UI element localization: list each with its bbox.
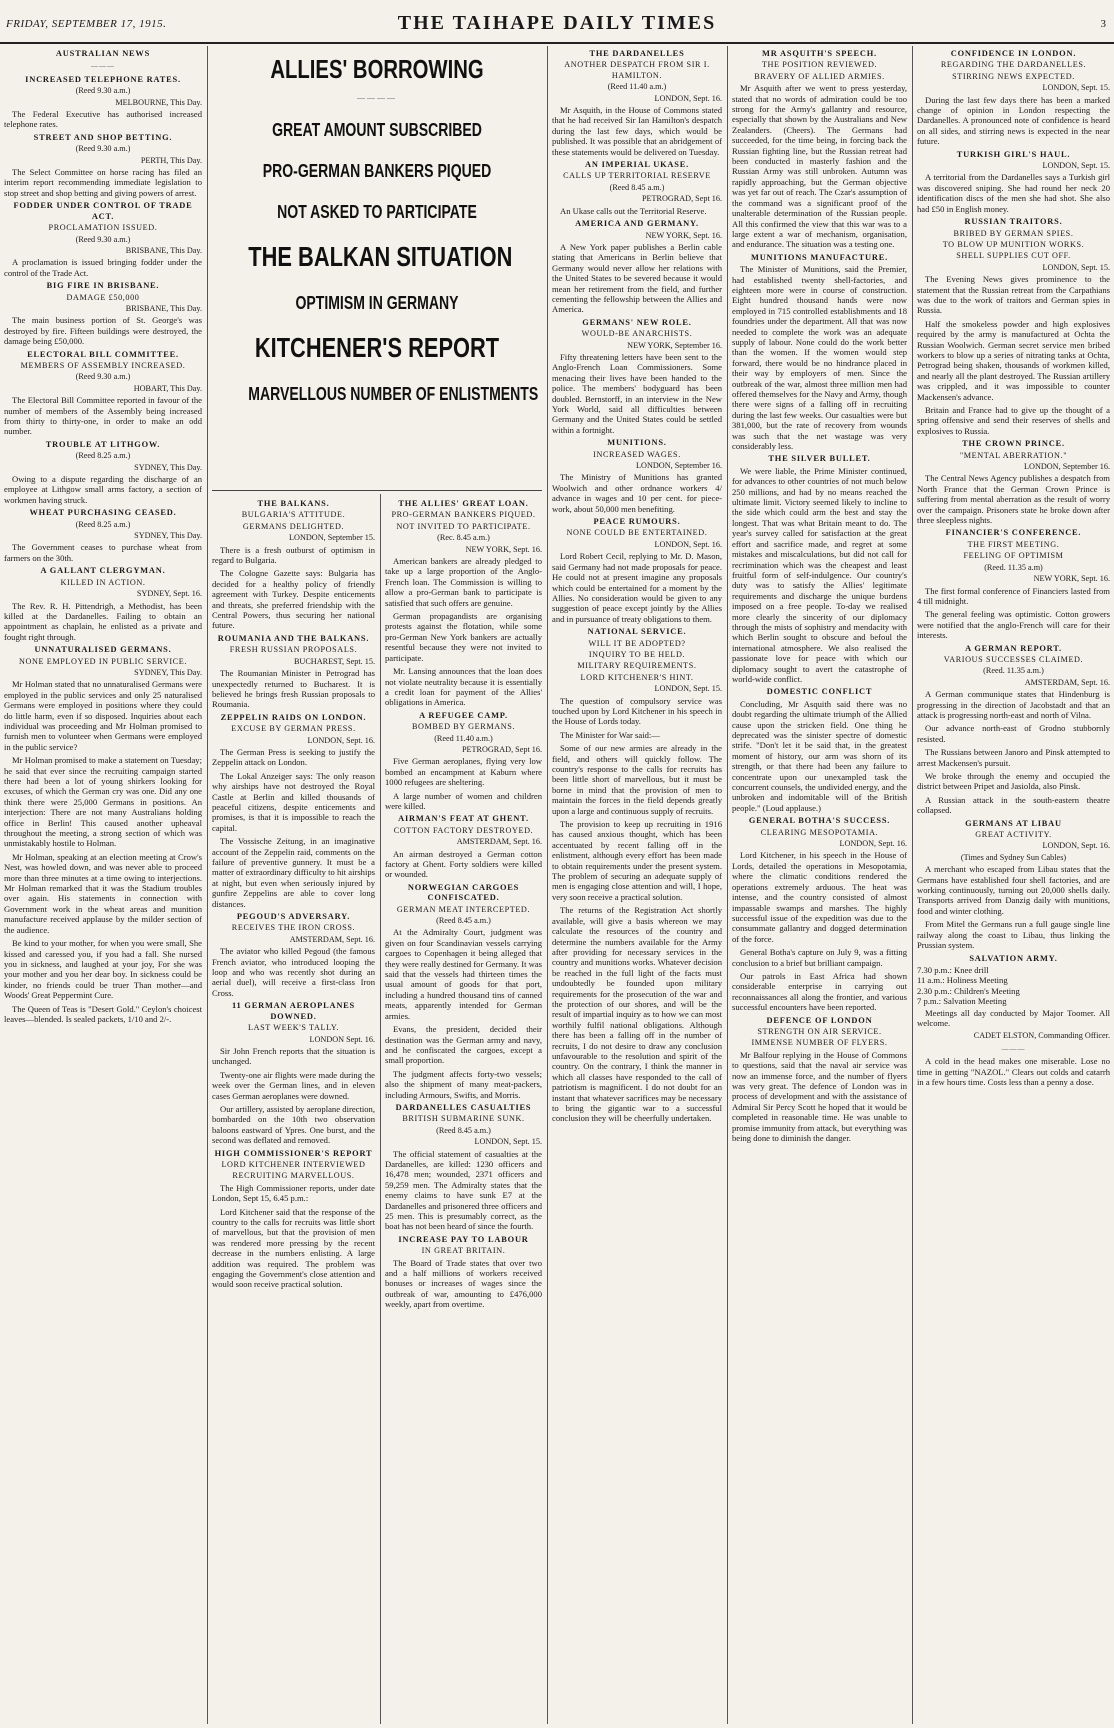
- article-heading: CONFIDENCE IN LONDON.: [950, 49, 1077, 58]
- column-rule: [912, 46, 913, 1724]
- article-heading: THE ALLIES' GREAT LOAN.: [398, 499, 529, 508]
- headline-line: NOT ASKED TO PARTICIPATE: [277, 202, 477, 222]
- article-heading: ELECTORAL BILL COMMITTEE.: [27, 349, 179, 359]
- article-heading: DARDANELLES CASUALTIES: [395, 1102, 532, 1112]
- article-heading: SALVATION ARMY.: [969, 953, 1058, 963]
- section-heading: AUSTRALIAN NEWS: [55, 49, 151, 58]
- article-heading: GENERAL BOTHA'S SUCCESS.: [748, 816, 891, 826]
- headline-line: GREAT AMOUNT SUBSCRIBED: [272, 120, 482, 140]
- column-rule: [380, 494, 381, 1724]
- advertisement: A cold in the head makes one miserable. Lose no time in getting "NAZOL." Clears out colds and catarrh in a few hours time. Costs less than a penny a dose.: [917, 1056, 1110, 1087]
- article-heading: UNNATURALISED GERMANS.: [34, 645, 172, 655]
- article-heading: THE SILVER BULLET.: [768, 454, 871, 464]
- article-heading: A GALLANT CLERGYMAN.: [40, 566, 166, 576]
- headline-line: KITCHENER'S REPORT: [254, 332, 500, 363]
- article-heading: THE CROWN PRINCE.: [962, 439, 1065, 449]
- article-heading: WHEAT PURCHASING CEASED.: [29, 508, 177, 518]
- column-asquith-speech: MR ASQUITH'S SPEECH. THE POSITION REVIEWED. BRAVERY OF ALLIED ARMIES. Mr Asquith after we went to press yesterday, stated that no words of admiration could be too strong for the Army's gallantry and resource, especially that shown by the Australians and New Zealanders. (Cheers). The Germans had succeeded, for the time being, in forcing back the Russian fighting line, but the Russian retreat had been conducted in masterly fashion and the Russian Army was still unbroken. Autumn was rapidly approaching, but the German objective was yet far out of reach. The Czar's assumption of the command was a significant proof of the unalterable determination of the Russian people. All this confirmed the view that this war was to a large extent a war of mechanism, organisation, and endurance. The situation was a testing one. MUNITIONS MANUFACTURE. The Minister of Munitions, said the Premier, had established twenty shell-factories, and eighteen more were in course of construction. Eight hundred thousand hands were now employed in 715 controlled establishments and 18 foundries under the department. All that was now needed to complete the work was an adequate supply of labour. None could do the work better than the women. If the women would step forward, there would be no hindrance placed in their way by employers of men. Since the outbreak of the war, almost three million men had offered themselves for the Navy and Army, though there were signs of a falling off in recruiting during the last few weeks. Our casualties were but 381,000, but the rate of recovery from wounds was such that the net wastage was very considerably less. THE SILVER BULLET. We were liable, the Prime Minister continued, for advances to other countries of not much below 250 millions, and had by no means reached the ultimate limit. Victory seemed likely to incline to the side which could arm the best and stay the longest. That was what Britain meant to do. The year's survey called for satisfaction at the great effort and sacrifice made, and regret at some mistakes and miscalculations, but did not call for recrimination which was the cheapest and least fruitful form of self-indulgence. Our country's duty was to satisfy the Allies' legitimate requirements and discharge the unique burdens imposed on a free people. To-day we realised more clearly the sincerity of our diplomacy through the mists of sophistry and mendacity with which Berlin sought to obscure and befoul the international atmosphere. We also realised the passionate love for peace with which our diplomacy sought to avert the catastrophe of world-wide conflict. DOMESTIC CONFLICT Concluding, Mr Asquith said there was no doubt regarding the ultimate triumph of the Allied cause upon the stricken field. One thing he deprecated was the sinister spectre of domestic strife. "Don't let it be said that, in the greatest moment of history, our arm was shorn of its strength, or that there had been any failure to concentrate upon our unexampled task the concurrent counsels, the undivided energy, and the unbroken and indomitable will of the British people." (Loud applause.) GENERAL BOTHA'S SUCCESS. CLEARING MESOPOTAMIA. LONDON, Sept. 16. Lord Kitchener, in his speech in the House of Lords, detailed the operations in Mesopotamia, where the climatic conditions rendered the operations extremely arduous. The heat was intense, and the country consisted of almost impassable swamps and marshes. The highly successful issue of the expedition was due to the consummate gallantry and dogged determination of the force. General Botha's capture on July 9, was a fitting conclusion to a brief but brilliant campaign. Our patrols in East Africa had shown considerable enterprise in carrying out reconnaissances all along the frontier, and various successful encounters have been reported. DEFENCE OF LONDON STRENGTH ON AIR SERVICE. IMMENSE NUMBER OF FLYERS. Mr Balfour replying in the House of Commons to questions, said that the naval air service was now an immense force, and the number of flyers was very great. The defence of London was in process of development and with the assistance of Admiral Sir Percy Scott he hoped that it would be completed in reasonable time. He was unable to promise immunity from attack, but everything was being done to diminish the danger.: [732, 49, 907, 1144]
- column-dardanelles: THE DARDANELLES ANOTHER DESPATCH FROM SIR I. HAMILTON. (Reed 11.40 a.m.) LONDON, Sept. 16. Mr Asquith, in the House of Commons stated that he had received Sir Ian Hamilton's despatch during the last few days, which would be published. It was possible that an abridgement of these statements would be delivered on Tuesday. AN IMPERIAL UKASE. CALLS UP TERRITORIAL RESERVE (Reed 8.45 a.m.) PETROGRAD, Sept 16. An Ukase calls out the Territorial Reserve. AMERICA AND GERMANY. NEW YORK, Sept. 16. A New York paper publishes a Berlin cable stating that Americans in Berlin believe that Germany would never allow her relations with the United States to be severed because it would mean her retirement from the field, and further cementing the fellowship between the Allies and America. GERMANS' NEW ROLE. WOULD-BE ANARCHISTS. NEW YORK, September 16. Fifty threatening letters have been sent to the Anglo-French Loan Commissioners. Some menacing their lives have been handed to the police. The members' bodyguard has been doubled. Bernstorff, in an interview in the New York World, said all difficulties between Germany and the United States could be settled within a fortnight. MUNITIONS. INCREASED WAGES. LONDON, September 16. The Ministry of Munitions has granted Woolwich and other ordnance workers 4/ advance in wages and 10 per cent. for piece-work, about 50,000 men benefiting. PEACE RUMOURS. NONE COULD BE ENTERTAINED. LONDON, Sept. 16. Lord Robert Cecil, replying to Mr. D. Mason, said Germany had not made proposals for peace. He could not at present imagine any proposals which could be entertained for a moment by the Allies. No consideration would be given to any suggestion of peace except jointly by the Allies and in pursuance of treaty obligations to them. NATIONAL SERVICE. WILL IT BE ADOPTED? INQUIRY TO BE HELD. MILITARY REQUIREMENTS. LORD KITCHENER'S HINT. LONDON, Sept. 15. The question of compulsory service was touched upon by Lord Kitchener in his speech in the House of Lords today. The Minister for War said:— Some of our new armies are already in the field, and others will quickly follow. The country's response to the calls for recruits has been little short of marvellous, but it must be borne in mind that the provision of men to maintain the forces in the field depends greatly upon a large and continuous supply of recruits. The provision to keep up recruiting in 1916 has caused anxious thought, which has been accentuated by recent falling off in the enlistment, although every effort has been made to obtain requirements under the present system. The problem of securing an adequate supply of men is engaging close attention and will, I hope, very soon receive a practical solution. The returns of the Registration Act shortly available, will give a basis whereon we may calculate the resources of the country and determine the numbers available for the Army after providing for necessary services in the country and munitions works. Whatever decision be reached in the full light of the facts must undoubtedly be founded upon military requirements for the prosecution of the war and the protection of our shores, and will be the result of impartial inquiry as to how we can most worthily fulfil national obligations. Although there has been a falling off in the number of recruits, I do not desire to draw any conclusion unfavourable to the resolution and spirit of the country. On the contrary, I think the manner in which all classes have responded to the call of patriotism is magnificent. I do not doubt for an instant that whatever sacrifices may be necessary to bring the gigantic war to a successful conclusion they will be cheerfully undertaken.: [552, 49, 722, 1124]
- article-heading: INCREASE PAY TO LABOUR: [398, 1234, 529, 1244]
- headline-deck: ALLIES' BORROWING ———— GREAT AMOUNT SUBSCRIBED PRO-GERMAN BANKERS PIQUED NOT ASKED TO PARTICIPATE THE BALKAN SITUATION OPTIMISM IN GERMANY KITCHENER'S REPORT MARVELLOUS NUMBER OF ENLISTMENTS: [248, 54, 539, 404]
- article-heading: FINANCIER'S CONFERENCE.: [945, 528, 1082, 538]
- advertisement: Be kind to your mother, for when you were small, She kissed and caressed you, if you had a fall. She nursed you in sickness, and laughed at your joy, For she was your mother and you her dear boy. In sickness could be kinder, no friends could be truer Than mother—and Woods' Great Peppermint Cure.: [4, 938, 202, 1001]
- article-heading: AIRMAN'S FEAT AT GHENT.: [398, 814, 529, 824]
- article-heading: INCREASED TELEPHONE RATES.: [25, 74, 181, 84]
- column-confidence-london: CONFIDENCE IN LONDON. REGARDING THE DARDANELLES. STIRRING NEWS EXPECTED. LONDON, Sept. 15. During the last few days there has been a marked change of opinion in London respecting the Dardanelles. A pronounced note of confidence is heard on all sides, and stirring news is expected in the near future. TURKISH GIRL'S HAUL. LONDON, Sept. 15. A territorial from the Dardanelles says a Turkish girl was discovered sniping. She had round her neck 20 identification discs of the men she had shot. She also had £50 in English money. RUSSIAN TRAITORS. BRIBED BY GERMAN SPIES. TO BLOW UP MUNITION WORKS. SHELL SUPPLIES CUT OFF. LONDON, Sept. 15. The Evening News gives prominence to the statement that the Russian retreat from the Carpathians was due to the work of traitors and German spies in Russia. Half the smokeless powder and high explosives required by the army is manufactured at Ochta the Russian Woolwich. German secret service men bribed workers to blow up a series of nitrating tanks at Ochta, Petrograd being shaken, thousands of workmen killed, and nearly all the plant destroyed. The Russian artillery was crippled, and it was impossible to counter Mackensen's advance. Britain and France had to give up the thought of a spring offensive and send their reserves of shells and explosives to Russia. THE CROWN PRINCE. "MENTAL ABERRATION." LONDON, September 16. The Central News Agency publishes a despatch from North France that the German Crown Prince is suffering from mental aberration as the result of worry over the campaign. Prisoners state he broke down after three sleepless nights. FINANCIER'S CONFERENCE. THE FIRST MEETING. FEELING OF OPTIMISM (Reed. 11.35 a.m) NEW YORK, Sept. 16. The first formal conference of Financiers lasted from 4 till midnight. The general feeling was optimistic. Cotton growers were notified that the anglo-French will care for their interests. A GERMAN REPORT. VARIOUS SUCCESSES CLAIMED. (Reed. 11.35 a.m.) AMSTERDAM, Sept. 16. A German communique states that Hindenburg is progressing in the direction of Jacobstadt and that an attack is progressing north-east and north of Vilna. Our advance north-east of Grodno stubbornly resisted. The Russians between Janoro and Pinsk attempted to arrest Mackensen's pursuit. We broke through the enemy and occupied the district between Pripet and Jasiolda, also Pinsk. A Russian attack in the south-eastern theatre collapsed. GERMANS AT LIBAU GREAT ACTIVITY. LONDON, Sept. 16. (Times and Sydney Sun Cables) A merchant who escaped from Libau states that the Germans have established four shell factories, and are working continuously, turning out 20,000 shells daily. Transports arrived from Danzig daily with munitions, food and winter clothing. From Mitel the Germans run a full gauge single line railway along the coast to Libau, thus linking the Prussian system. SALVATION ARMY. 7.30 p.m.: Knee drill 11 a.m.: Holiness Meeting 2.30 p.m.: Children's Meeting 7 p.m.: Salvation Meeting Meetings all day conducted by Major Toomer. All welcome. CADET ELSTON, Commanding Officer. ——— A cold in the head makes one miserable. Lose no time in getting "NAZOL." Clears out colds and catarrh in a few hours time. Costs less than a penny a dose.: [917, 49, 1110, 1087]
- article-heading: 11 GERMAN AEROPLANES DOWNED.: [231, 1001, 356, 1021]
- column-balkans: THE BALKANS. BULGARIA'S ATTITUDE. GERMANS DELIGHTED. LONDON, September 15. There is a fresh outburst of optimism in regard to Bulgaria. The Cologne Gazette says: Bulgaria has decided for a healthy policy of friendly agreement with Turkey. Despite enticements and threats, she preferred friendship with the Central Powers, thus securing her national future. ROUMANIA AND THE BALKANS. FRESH RUSSIAN PROPOSALS. BUCHAREST, Sept. 15. The Roumanian Minister in Petrograd has unexpectedly returned to Bucharest. It is believed he brings fresh Russian proposals to Roumania. ZEPPELIN RAIDS ON LONDON. EXCUSE BY GERMAN PRESS. LONDON, Sept. 16. The German Press is seeking to justify the Zeppelin attack on London. The Lokal Anzeiger says: The only reason why airships have not destroyed the Royal Castle at Berlin and killed thousands of peaceful citizens, despite enticements and promises, is that it is impossible to reach the capital. The Vossische Zeitung, in an imaginative account of the Zeppelin raid, comments on the failure of preventive gunnery. It must be a matter of extraordinary difficulty to hit airships at night, but even when seriously injured by gunfire Zeppelins are able to cover long distances. PEGOUD'S ADVERSARY. RECEIVES THE IRON CROSS. AMSTERDAM, Sept. 16. The aviator who killed Pegoud (the famous French aviator, who introduced looping the loop and who was recently shot during an aerial duel), will receive a first-class Iron Cross. 11 GERMAN AEROPLANES DOWNED. LAST WEEK'S TALLY. LONDON Sept. 16. Sir John French reports that the situation is unchanged. Twenty-one air flights were made during the week over the German lines, and in eleven cases German aeroplanes were downed. Our artillery, assisted by aeroplane direction, bombarded on the 10th two observation baloons eastward of Ypres. One burst, and the second was deflated and removed. HIGH COMMISSIONER'S REPORT LORD KITCHENER INTERVIEWED RECRUITING MARVELLOUS. The High Commissioner reports, under date London, Sept 15, 6.45 p.m.: Lord Kitchener said that the response of the country to the calls for recruits was little short of marvellous, but that the provision of men was rendered more pressing by the recent decrease in the numbers enlisting. A large addition was required. The problem was engaging the Government's close attention and would soon receive practical solution.: [212, 499, 375, 1290]
- headline-line: OPTIMISM IN GERMANY: [295, 293, 459, 313]
- headline-line: PRO-GERMAN BANKERS PIQUED: [262, 161, 492, 181]
- article-heading: TROUBLE AT LITHGOW.: [45, 439, 161, 449]
- article-heading: PEGOUD'S ADVERSARY.: [236, 912, 351, 922]
- article-heading: STREET AND SHOP BETTING.: [33, 132, 173, 142]
- article-heading: ROUMANIA AND THE BALKANS.: [217, 633, 370, 643]
- article-heading: A GERMAN REPORT.: [965, 643, 1062, 653]
- deck-bottom-rule: [212, 490, 542, 491]
- main-headline: ALLIES' BORROWING: [270, 54, 484, 84]
- advertisement: The Queen of Teas is "Desert Gold." Ceylon's choicest leaves—blended. Is sealed packets, 1/10 and 2/-.: [4, 1003, 202, 1024]
- article-heading: MUNITIONS.: [607, 438, 667, 448]
- article-heading: BIG FIRE IN BRISBANE.: [46, 281, 160, 291]
- headline-line: MARVELLOUS NUMBER OF ENLISTMENTS: [248, 384, 539, 404]
- article-heading: ZEPPELIN RAIDS ON LONDON.: [220, 712, 367, 722]
- article-heading: RUSSIAN TRAITORS.: [964, 217, 1063, 227]
- article-heading: THE DARDANELLES: [589, 49, 685, 58]
- article-heading: DEFENCE OF LONDON: [766, 1015, 873, 1025]
- page-number: 3: [1100, 18, 1106, 30]
- article-heading: AMERICA AND GERMANY.: [575, 219, 699, 229]
- masthead: [0, 8, 1114, 44]
- article-heading: HIGH COMMISSIONER'S REPORT: [214, 1148, 373, 1158]
- newspaper-title: THE TAIHAPE DAILY TIMES: [397, 12, 717, 34]
- issue-date: FRIDAY, SEPTEMBER 17, 1915.: [6, 18, 167, 30]
- column-rule: [547, 46, 548, 1724]
- article-heading: GERMANS AT LIBAU: [965, 818, 1062, 828]
- article-heading: DOMESTIC CONFLICT: [766, 687, 873, 697]
- article-heading: A REFUGEE CAMP.: [419, 710, 508, 720]
- column-rule: [727, 46, 728, 1724]
- column-rule: [207, 46, 208, 1724]
- article-heading: AN IMPERIAL UKASE.: [585, 160, 689, 170]
- column-australian-news: AUSTRALIAN NEWS ——— INCREASED TELEPHONE RATES. (Reed 9.30 a.m.) MELBOURNE, This Day. The Federal Executive has authorised increased telephone rates. STREET AND SHOP BETTING. (Reed 9.30 a.m.) PERTH, This Day. The Select Committee on horse racing has filed an interim report recommending immediate legislation to stop street and shop betting and giving powers of arrest. FODDER UNDER CONTROL OF TRADE ACT. PROCLAMATION ISSUED. (Reed 9.30 a.m.) BRISBANE, This Day. A proclamation is issued bringing fodder under the control of the Trade Act. BIG FIRE IN BRISBANE. DAMAGE £50,000 BRISBANE, This Day. The main business portion of St. George's was destroyed by fire. Fifteen buildings were destroyed, the damage being £50,000. ELECTORAL BILL COMMITTEE. MEMBERS OF ASSEMBLY INCREASED. (Reed 9.30 a.m.) HOBART, This Day. The Electoral Bill Committee reported in favour of the number of members of the Assembly being increased from thirty to thirty-one, in order to make an odd number. TROUBLE AT LITHGOW. (Reed 8.25 a.m.) SYDNEY, This Day. Owing to a dispute regarding the discharge of an employee at Lithgow small arms factory, a section of workmen having struck. WHEAT PURCHASING CEASED. (Reed 8.25 a.m.) SYDNEY, This Day. The Government ceases to purchase wheat from farmers on the 30th. A GALLANT CLERGYMAN. KILLED IN ACTION. SYDNEY, Sept. 16. The Rev. R. H. Pittendrigh, a Methodist, has been killed at the Dardanelles. Failing to obtain an appointment as chaplain, he enlisted as a private and fought right through. UNNATURALISED GERMANS. NONE EMPLOYED IN PUBLIC SERVICE. SYDNEY, This Day. Mr Holman stated that no unnaturalised Germans were employed in the public services and only 25 naturalised Germans were employed in positions where they could do little harm, even if so disposed. Inquiries about each individual was proceeding and Mr Holman promised to furnish men to volunteer when Germans were employed in the public service? Mr Holman promised to make a statement on Tuesday; he said that ever since the recruiting campaign started there had been a lot of young shirkers looking for excuses, of which the German cry was one. Did any one think there were 25,000 Germans in positions. An interjection: There are not many Australians holding office in Berlin! This caused another upheaval throughout the meeting, a strong section of which was unmistakably hostile to Holman. Mr Holman, speaking at an election meeting at Crow's Nest, was howled down, and was never able to proceed more than three minutes at a time owing to interjections. Mr Holman remarked that it was the Stadium troubles over again. His statements in connection with Government work in the wheat areas and munition manufacture received applause by the milder section of the audience. Be kind to your mother, for when you were small, She kissed and caressed you, if you had a fall. She nursed you in sickness, and laughed at your joy, For she was your mother and you her dear boy. In sickness could be kinder, no friends could be truer Than mother—and Woods' Great Peppermint Cure. The Queen of Teas is "Desert Gold." Ceylon's choicest leaves—blended. Is sealed packets, 1/10 and 2/-.: [4, 49, 202, 1024]
- article-heading: GERMANS' NEW ROLE.: [582, 317, 692, 327]
- article-heading: MUNITIONS MANUFACTURE.: [750, 252, 889, 262]
- article-heading: PEACE RUMOURS.: [593, 517, 681, 527]
- article-heading: THE BALKANS.: [257, 499, 330, 508]
- column-allies-loan: THE ALLIES' GREAT LOAN. PRO-GERMAN BANKERS PIQUED. NOT INVITED TO PARTICIPATE. (Rec. 8.45 a.m.) NEW YORK, Sept. 16. American bankers are already pledged to take up a large proportion of the Anglo-French loan. The Commission is willing to allow a pro-German bank to participate is satisfied that such offers are genuine. German propagandists are organising protests against the flotation, while some pro-German New York bankers are actually resentful because they were not invited to participate. Mr. Lansing announces that the loan does not violate neutrality because it is essentially a credit loan for payment of the Allies' obligations in America. A REFUGEE CAMP. BOMBED BY GERMANS. (Reed 11.40 a.m.) PETROGRAD, Sept 16. Five German aeroplanes, flying very low bombed an encampment at Kaburn where 1000 refugees are sheltering. A large number of women and children were killed. AIRMAN'S FEAT AT GHENT. COTTON FACTORY DESTROYED. AMSTERDAM, Sept. 16. An airman destroyed a German cotton factory at Ghent. Forty soldiers were killed or wounded. NORWEGIAN CARGOES CONFISCATED. GERMAN MEAT INTERCEPTED. (Reed 8.45 a.m.) At the Admiralty Court, judgment was given on four Scandinavian vessels carrying cargoes to Copenhagen it being alleged that they were really destined for Germany. It was said that the vessels had thirteen times the usual amount of goods for that port, including a hundred thousand tins of canned meats, apparently intended for German armies. Evans, the president, decided their destination was the German army and navy, and he confiscated the cargoes, except a small proportion. The judgment affects forty-two vessels; also the shipment of many meat-packers, including Armours, Swifts, and Morris. DARDANELLES CASUALTIES BRITISH SUBMARINE SUNK. (Reed 8.45 a.m.) LONDON, Sept. 15. The official statement of casualties at the Dardanelles, are killed: 1230 officers and 16,478 men; wounded, 2371 officers and 59,259 men. The Admiralty states that the enemy claims to have sunk E7 at the Dardanelles and prisonered three officers and 25 men. This is presumably correct, as the boat has not been heard of since the fourth. INCREASE PAY TO LABOUR IN GREAT BRITAIN. The Board of Trade states that over two and a half millions of workers received bonuses or increases of wages since the outbreak of war, amounting to £476,000 weekly, apart from overtime.: [385, 499, 542, 1310]
- article-heading: MR ASQUITH'S SPEECH.: [762, 49, 877, 58]
- article-heading: FODDER UNDER CONTROL OF TRADE ACT.: [13, 201, 193, 221]
- article-heading: NORWEGIAN CARGOES CONFISCATED.: [407, 882, 520, 903]
- headline-line: THE BALKAN SITUATION: [248, 241, 513, 272]
- article-heading: NATIONAL SERVICE.: [587, 627, 687, 637]
- article-heading: TURKISH GIRL'S HAUL.: [956, 149, 1071, 159]
